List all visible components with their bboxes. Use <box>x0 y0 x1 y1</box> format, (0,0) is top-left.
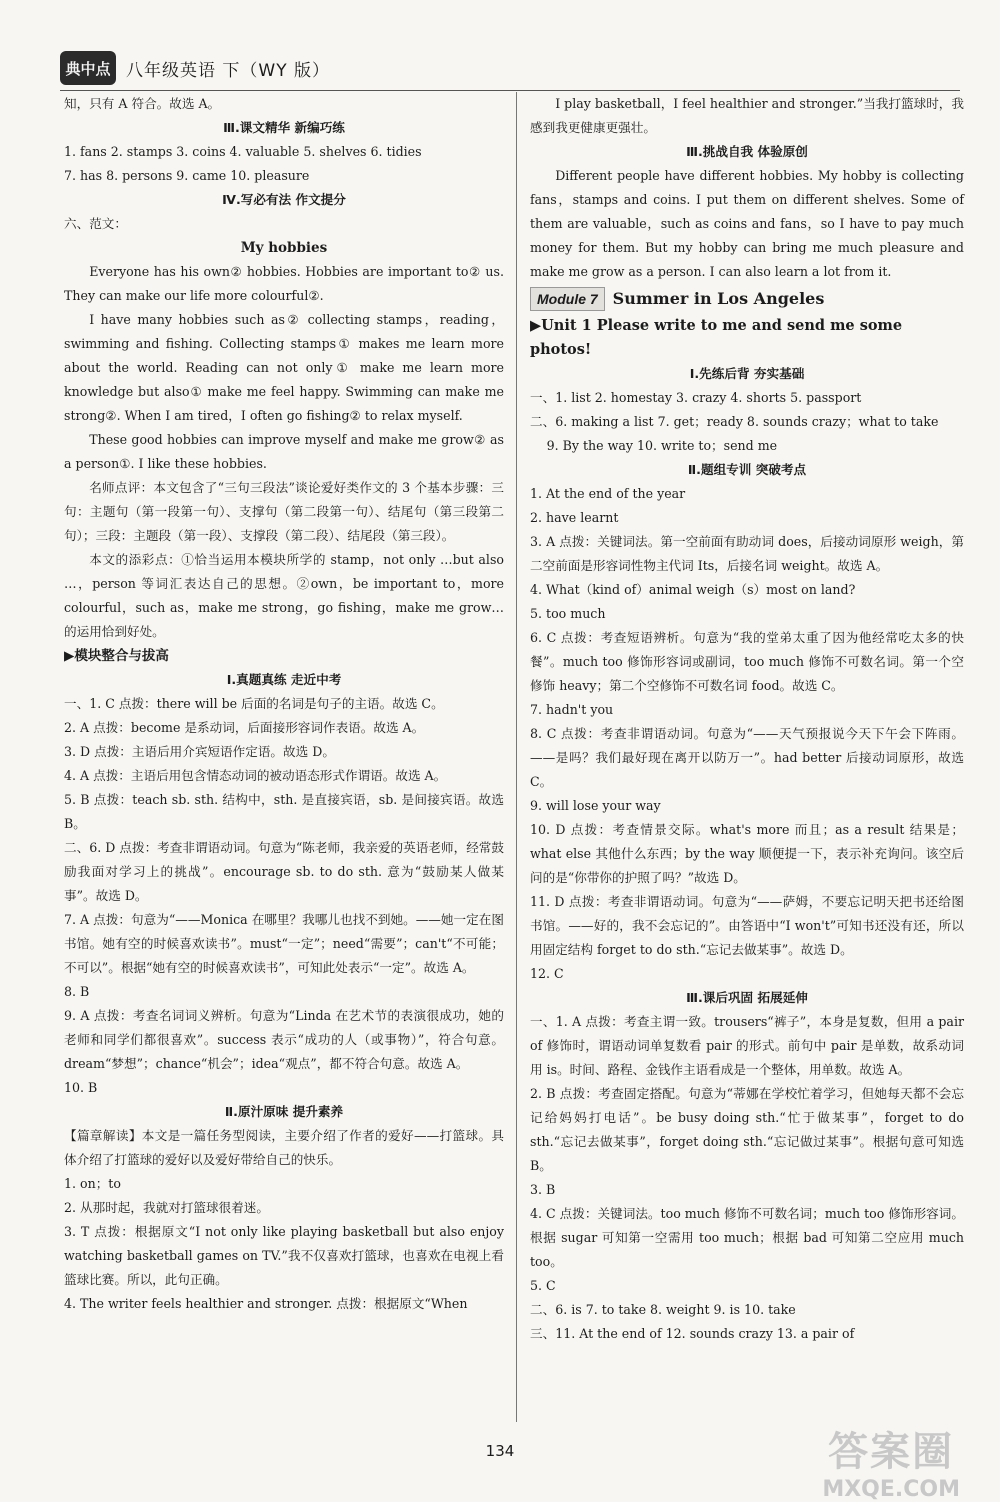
answer-item: 8. C 点拨：考查非谓语动词。句意为“——天气预报说今天下午会下阵雨。——是吗？我们最好现在离开以防万一”。had better 后接动词原形，故选 C。 <box>530 726 964 789</box>
paragraph: I play basketball，I feel healthier and stronger.”当我打篮球时，我感到我更健康更强壮。 <box>530 96 964 135</box>
left-column <box>64 92 504 1316</box>
answer-item: 2. B 点拨：考查固定搭配。句意为“蒂娜在学校忙着学习，但她每天都不会忘记给妈妈打电话”。be busy doing sth.“忙于做某事”，forget to do sth.“忘记去做某事”，forget doing sth.“忘记做过某事”。根据句意可知选 B。 <box>530 1086 964 1173</box>
section-title: Ⅰ.真题真练 走近中考 <box>226 672 342 687</box>
answer-line: 六、范文： <box>64 216 127 231</box>
paragraph: These good hobbies can improve myself and make me grow② as a person①. I like these hobbies. <box>64 432 504 471</box>
answer-item: 1. At the end of the year <box>530 486 686 501</box>
answer-item: 11. D 点拨：考查非谓语动词。句意为“——萨姆，不要忘记明天把书还给图书馆。——好的，我不会忘记的”。由答语中“I won't”可知书还没有还，所以用固定结构 forget to do sth.“忘记去做某事”。故选 D。 <box>530 894 964 957</box>
header-rule <box>60 90 960 91</box>
answer-item: 4. The writer feels healthier and stronger. 点拨：根据原文“When <box>64 1296 468 1311</box>
paragraph: 本文的添彩点：①恰当运用本模块所学的 stamp，not only …but also …，person 等词汇表达自己的思想。②own，be important to，more colourful，such as，make me strong，go fishing，make me grow…的运用恰到好处。 <box>64 552 504 639</box>
answer-item: 6. C 点拨：考查短语辨析。句意为“我的堂弟太重了因为他经常吃太多的快餐”。much too 修饰形容词或副词，too much 修饰不可数名词。第一个空修饰 heavy；第二个空修饰不可数名词 food。故选 C。 <box>530 630 964 693</box>
answer-item: 一、1. list 2. homestay 3. crazy 4. shorts 5. passport <box>530 390 862 405</box>
answer-item: 12. C <box>530 966 564 981</box>
unit-heading: ▶Unit 1 Please write to me and send me some photos! <box>530 317 903 358</box>
answer-item: 10. D 点拨：考查情景交际。what's more 而且；as a result 结果是；what else 其他什么东西；by the way 顺便提一下，表示补充询问。该空后问的是“你带你的护照了吗？”故选 D。 <box>530 822 964 885</box>
answer-item: 2. A 点拨：become 是系动词，后面接形容词作表语。故选 A。 <box>64 720 425 735</box>
paragraph: 【篇章解读】本文是一篇任务型阅读，主要介绍了作者的爱好——打篮球。具体介绍了打篮球的爱好以及爱好带给自己的快乐。 <box>64 1128 504 1167</box>
section-title: Ⅲ.挑战自我 体验原创 <box>686 144 808 159</box>
section-title: Ⅳ.写必有法 作文提分 <box>222 192 346 207</box>
section-title: Ⅲ.课后巩固 拓展延伸 <box>686 990 808 1005</box>
answer-line: 1. fans 2. stamps 3. coins 4. valuable 5. shelves 6. tidies <box>64 144 422 159</box>
answer-item: 2. 从那时起，我就对打篮球很着迷。 <box>64 1200 269 1215</box>
answer-item: 二、6. D 点拨：考查非谓语动词。句意为“陈老师，我亲爱的英语老师，经常鼓励我面对学习上的挑战”。encourage sb. to do sth. 意为“鼓励某人做某事”。故选 D。 <box>64 840 504 903</box>
answer-item: 3. D 点拨：主语后用介宾短语作定语。故选 D。 <box>64 744 335 759</box>
watermark <box>822 1420 960 1502</box>
answer-item: 5. C <box>530 1278 556 1293</box>
paragraph: Different people have different hobbies. My hobby is collecting fans，stamps and coins. I put them on different shelves. Some of them are valuable，such as coins and fans，so I have to pay much money for them. But my hobby can bring me much pleasure and make me grow as a person. I can also learn a lot from it. <box>530 168 964 279</box>
paragraph: I have many hobbies such as② collecting stamps，reading，swimming and fishing. Collecting stamps① makes me learn more about the world. Reading can not only① make me learn more knowledge but also① make me feel happy. Swimming can make me strong②. When I am tired，I often go fishing② to relax myself. <box>64 312 504 423</box>
answer-item: 10. B <box>64 1080 98 1095</box>
module-badge: Module 7 <box>530 287 605 311</box>
section-title: Ⅱ.题组专训 突破考点 <box>687 462 807 477</box>
section-title: Ⅰ.先练后背 夯实基础 <box>689 366 805 381</box>
answer-item: 5. B 点拨：teach sb. sth. 结构中，sth. 是直接宾语，sb. 是间接宾语。故选 B。 <box>64 792 504 831</box>
answer-item: 9. A 点拨：考查名词词义辨析。句意为“Linda 在艺术节的表演很成功，她的老师和同学们都很喜欢”。success 表示“成功的人（或事物）”，符合句意。dream“梦想”；chance“机会”；idea“观点”，都不符合句意。故选 A。 <box>64 1008 504 1071</box>
section-title: Ⅱ.原汁原味 提升素养 <box>224 1104 344 1119</box>
answer-item: 4. A 点拨：主语后用包含情态动词的被动语态形式作谓语。故选 A。 <box>64 768 447 783</box>
answer-item: 4. C 点拨：关键词法。too much 修饰不可数名词；much too 修饰形容词。根据 sugar 可知第一空需用 too much；根据 bad 可知第二空应用 much too。 <box>530 1206 964 1269</box>
book-title: 八年级英语 下（WY 版） <box>126 60 331 81</box>
answer-item: 4. What（kind of）animal weigh（s）most on land? <box>530 582 856 597</box>
answer-item: 3. A 点拨：关键词法。第一空前面有助动词 does，后接动词原形 weigh，第二空前面是形容词性物主代词 Its，后接名词 weight。故选 A。 <box>530 534 964 573</box>
answer-item: 二、6. making a list 7. get；ready 8. sounds crazy；what to take <box>530 414 939 429</box>
answer-item: 2. have learnt <box>530 510 619 525</box>
module-title: Summer in Los Angeles <box>612 289 825 308</box>
answer-line: 知，只有 A 符合。故选 A。 <box>64 96 221 111</box>
part-heading: ▶模块整合与拔高 <box>64 648 169 664</box>
answer-item: 9. will lose your way <box>530 798 661 813</box>
answer-item: 一、1. A 点拨：考查主谓一致。trousers“裤子”，本身是复数，但用 a pair of 修饰时，谓语动词单复数看 pair 的形式。前句中 pair 是单数，故系动词用 is。时间、路程、金钱作主语看成是一个整体，用单数。故选 A。 <box>530 1014 964 1077</box>
answer-item: 一、1. C 点拨：there will be 后面的名词是句子的主语。故选 C。 <box>64 696 444 711</box>
page-number: 134 <box>485 1442 515 1460</box>
module-heading <box>530 284 964 314</box>
answer-item: 3. T 点拨：根据原文“I not only like playing basketball but also enjoy watching basketball games on TV.”我不仅喜欢打篮球，也喜欢在电视上看篮球比赛。所以，此句正确。 <box>64 1224 504 1287</box>
answer-item: 三、11. At the end of 12. sounds crazy 13. a pair of <box>530 1326 855 1341</box>
watermark-logo: 答案圈 <box>828 1429 955 1475</box>
answer-item: 9. By the way 10. write to；send me <box>530 438 778 453</box>
answer-item: 3. B <box>530 1182 556 1197</box>
answer-line: 7. has 8. persons 9. came 10. pleasure <box>64 168 310 183</box>
answer-item: 二、6. is 7. to take 8. weight 9. is 10. take <box>530 1302 796 1317</box>
essay-title: My hobbies <box>240 240 328 256</box>
book-logo: 典中点 <box>60 51 116 85</box>
answer-item: 5. too much <box>530 606 606 621</box>
paragraph: Everyone has his own② hobbies. Hobbies are important to② us. They can make our life more colourful②. <box>64 264 504 303</box>
watermark-url: MXQE.COM <box>822 1477 960 1502</box>
column-divider <box>516 92 517 1422</box>
paragraph: 名师点评：本文包含了“三句三段法”谈论爱好类作文的 3 个基本步骤：三句：主题句（第一段第一句）、支撑句（第二段第一句）、结尾句（第三段第二句）；三段：主题段（第一段）、支撑段（第二段）、结尾段（第三段）。 <box>64 480 504 543</box>
section-title: Ⅲ.课文精华 新编巧练 <box>223 120 345 135</box>
answer-item: 8. B <box>64 984 90 999</box>
right-column <box>530 92 964 1346</box>
page-header <box>60 50 330 86</box>
answer-item: 7. hadn't you <box>530 702 614 717</box>
answer-item: 7. A 点拨：句意为“——Monica 在哪里？我哪儿也找不到她。——她一定在图书馆。她有空的时候喜欢读书”。must“一定”；need“需要”；can't“不可能；不可以”。根据“她有空的时候喜欢读书”，可知此处表示“一定”。故选 A。 <box>64 912 504 975</box>
answer-item: 1. on；to <box>64 1176 121 1191</box>
